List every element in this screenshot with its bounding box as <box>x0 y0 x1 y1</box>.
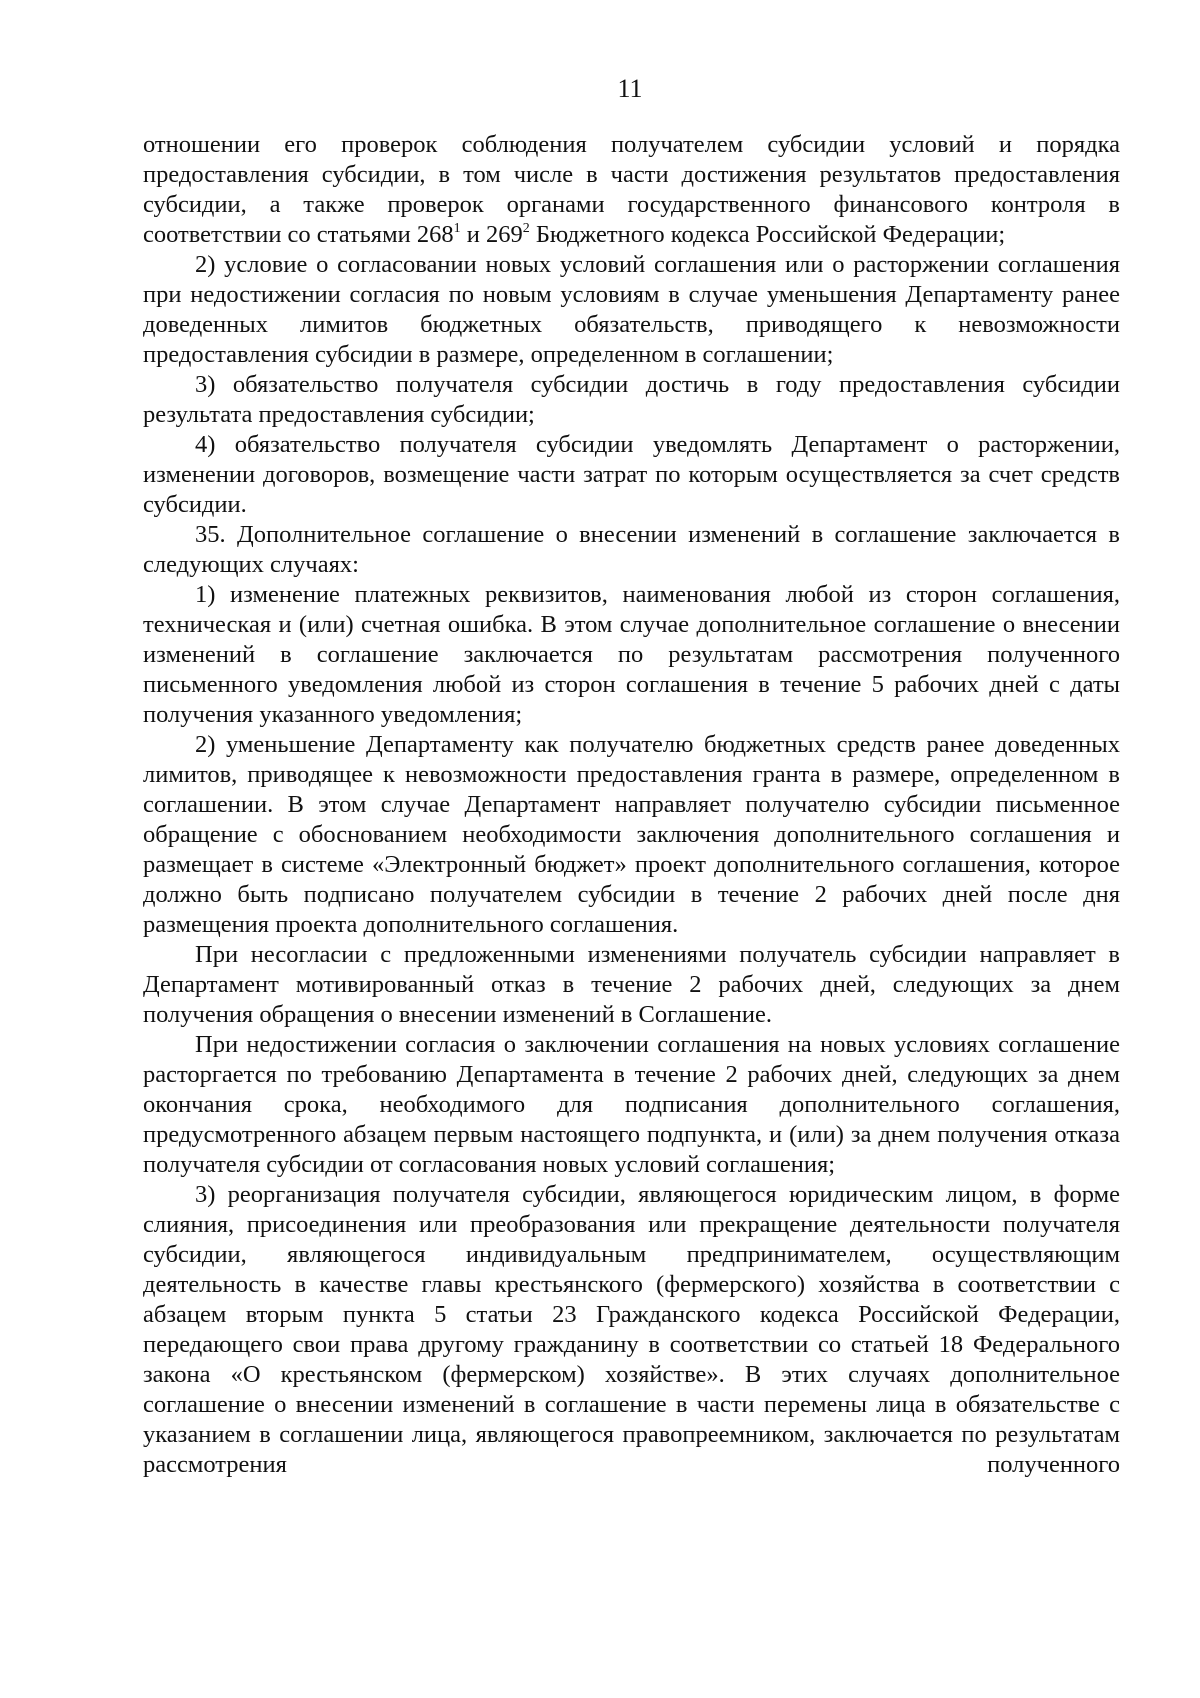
paragraph-item-4: 4) обязательство получателя субсидии уведомлять Департамент о расторжении, изменении договоров, возмещение части затрат по которым осуществляется за счет средств субсидии. <box>143 431 1120 518</box>
paragraph-continuation <box>143 130 1120 250</box>
footnote-superscript: 2 <box>522 221 530 236</box>
paragraph-text: отношении его проверок соблюдения получателем субсидии условий и порядка предоставления субсидии, в том числе в части достижения результатов предоставления субсидии, а также проверок органами государственного финансового контроля в соответствии со статьями 268 <box>143 131 1120 248</box>
paragraph-item-3: 3) обязательство получателя субсидии достичь в году предоставления субсидии результата предоставления субсидии; <box>143 371 1120 428</box>
document-body <box>143 130 1120 1480</box>
paragraph-case-1: 1) изменение платежных реквизитов, наименования любой из сторон соглашения, техническая и (или) счетная ошибка. В этом случае дополнительное соглашение о внесении изменений в соглашение заключается по результатам рассмотрения полученного письменного уведомления любой из сторон соглашения в течение 5 рабочих дней с даты получения указанного уведомления; <box>143 581 1120 728</box>
paragraph-clause-35: 35. Дополнительное соглашение о внесении изменений в соглашение заключается в следующих случаях: <box>143 521 1120 578</box>
page-number: 11 <box>617 74 643 103</box>
paragraph-case-2: 2) уменьшение Департаменту как получателю бюджетных средств ранее доведенных лимитов, приводящее к невозможности предоставления гранта в размере, определенном в соглашении. В этом случае Департамент направляет получателю субсидии письменное обращение с обоснованием необходимости заключения дополнительного соглашения и размещает в системе «Электронный бюджет» проект дополнительного соглашения, которое должно быть подписано получателем субсидии в течение 2 рабочих дней после дня размещения проекта дополнительного соглашения. <box>143 731 1120 938</box>
paragraph-case-3: 3) реорганизация получателя субсидии, являющегося юридическим лицом, в форме слияния, присоединения или преобразования или прекращение деятельности получателя субсидии, являющегося индивидуальным предпринимателем, осуществляющим деятельность в качестве главы крестьянского (фермерского) хозяйства в соответствии с абзацем вторым пункта 5 статьи 23 Гражданского кодекса Российской Федерации, передающего свои права другому гражданину в соответствии со статьей 18 Федерального закона «О крестьянском (фермерском) хозяйстве». В этих случаях дополнительное соглашение о внесении изменений в соглашение в части перемены лица в обязательстве с указанием в соглашении лица, являющегося правопреемником, заключается по результатам рассмотрения полученного <box>143 1181 1120 1478</box>
paragraph-termination: При недостижении согласия о заключении соглашения на новых условиях соглашение расторгается по требованию Департамента в течение 2 рабочих дней, следующих за днем окончания срока, необходимого для подписания дополнительного соглашения, предусмотренного абзацем первым настоящего подпункта, и (или) за днем получения отказа получателя субсидии от согласования новых условий соглашения; <box>143 1031 1120 1178</box>
paragraph-item-2: 2) условие о согласовании новых условий соглашения или о расторжении соглашения при недостижении согласия по новым условиям в случае уменьшения Департаменту ранее доведенных лимитов бюджетных обязательств, приводящего к невозможности предоставления субсидии в размере, определенном в соглашении; <box>143 251 1120 368</box>
paragraph-text: и 269 <box>460 221 523 248</box>
footnote-superscript: 1 <box>453 221 461 236</box>
paragraph-disagreement: При несогласии с предложенными изменениями получатель субсидии направляет в Департамент мотивированный отказ в течение 2 рабочих дней, следующих за днем получения обращения о внесении изменений в Соглашение. <box>143 941 1120 1028</box>
paragraph-text: Бюджетного кодекса Российской Федерации; <box>529 221 1006 248</box>
